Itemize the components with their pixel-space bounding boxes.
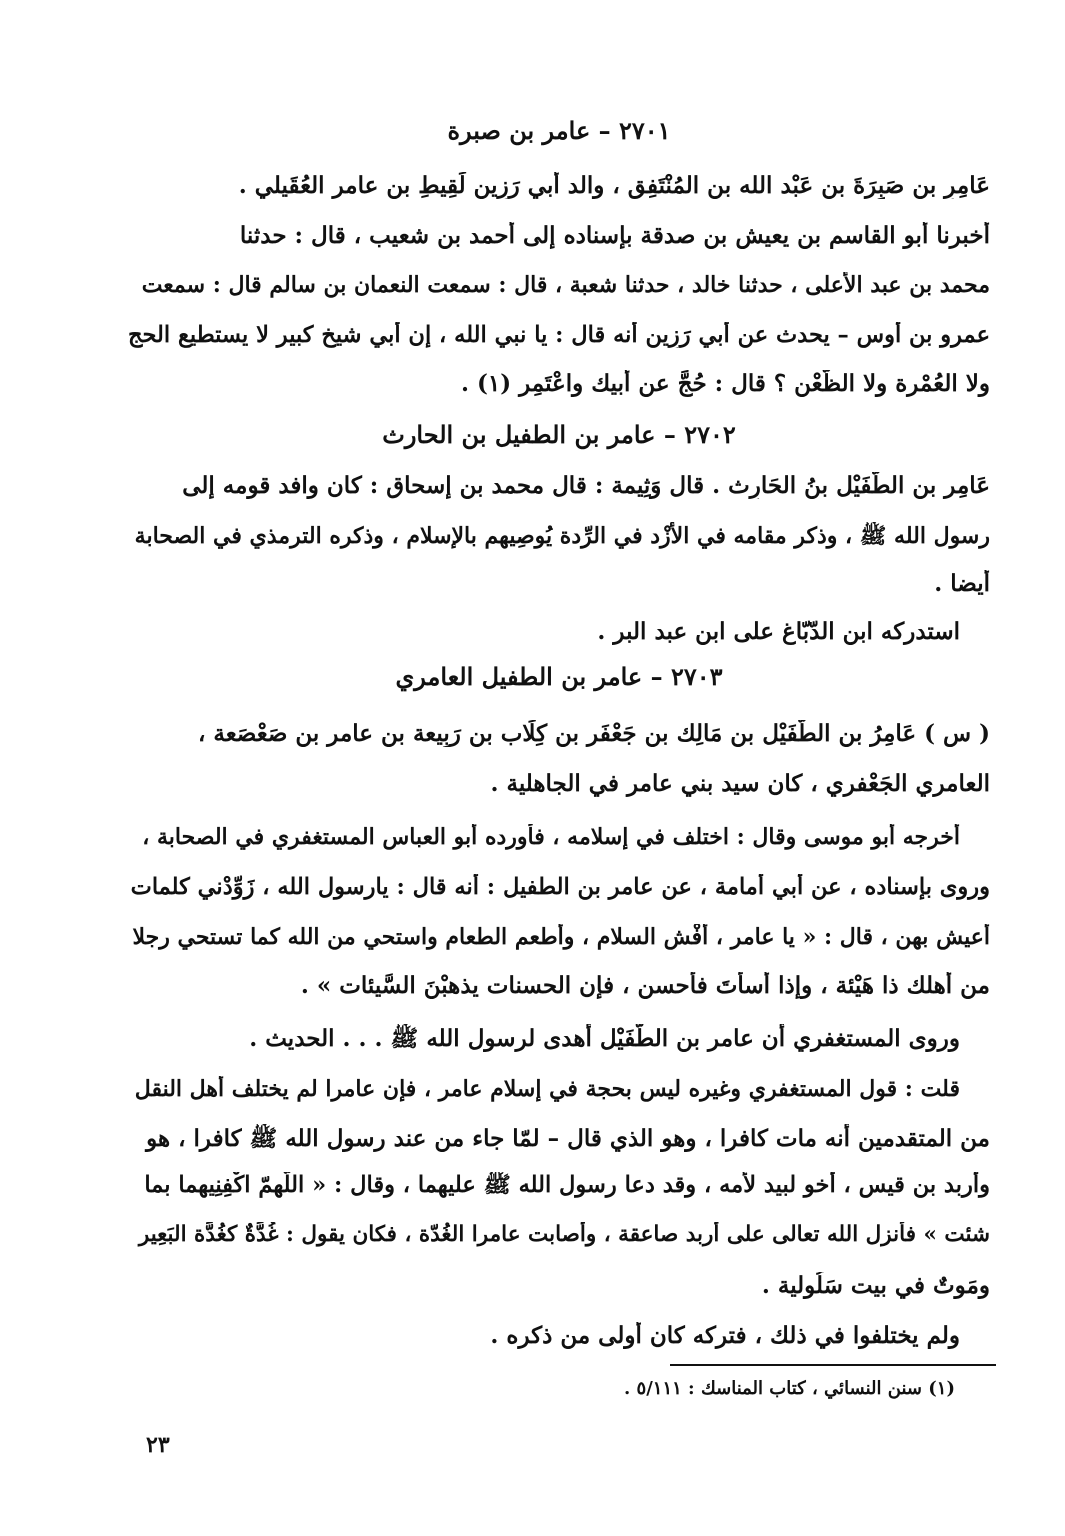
entry-2701-line-1: عَامِرِ بن صَبِرَةَ بن عَبْد الله بن المُنْتَفِق ، والد أبي رَزِين لَقِيطِ بن عامر العُقَيلي . <box>238 172 990 199</box>
entry-2702-line-2: رسول الله ﷺ ، وذكر مقامه في الأَزْد في الرِّدة يُوصِيهم بالإسلام ، وذكره الترمذي في الصحابة <box>134 523 990 549</box>
entry-2703-line-9: من المتقدمين أنه مات كافرا ، وهو الذي قال – لمّا جاء من عند رسول الله ﷺ كافرا ، هو <box>146 1125 990 1152</box>
entry-2703-line-2: العامري الجَعْفري ، كان سيد بني عامر في الجاهلية . <box>490 770 990 797</box>
entry-2701-line-4: عمرو بن أوس – يحدث عن أبي رَزِين أنه قال : يا نبي الله ، إن أبي شيخ كبير لا يستطيع الحج <box>128 322 990 348</box>
entry-2703-line-13: ولم يختلفوا في ذلك ، فتركه كان أولى من ذكره . <box>490 1322 960 1349</box>
entry-2703-line-11: شئت » فأنزل الله تعالى على أربد صاعقة ، وأصابت عامرا الغُدّة ، فكان يقول : غُدَّةٌ كغُدَّة البَعِير <box>138 1222 990 1247</box>
entry-2703-line-1: ( س ) عَامِرُ بن الطُّفَيْل بن مَالِك بن جَعْفَر بن كِلَاب بن رَبِيعة بن عامر بن صَعْصَعة ، <box>197 720 990 747</box>
entry-2702-line-3: أيضا . <box>934 570 990 597</box>
entry-2703-line-3: أخرجه أبو موسى وقال : اختلف في إسلامه ، فأورده أبو العباس المستغفري في الصحابة ، <box>142 824 960 850</box>
entry-heading-2701: ٢٧٠١ – عامر بن صبرة <box>447 116 671 145</box>
entry-2702-line-1: عَامِر بن الطُّفَيْل بنُ الحَارِث . قال وَثِيمة : قال محمد بن إسحاق : كان وافد قومه إلى <box>182 472 990 499</box>
entry-2703-line-10: وأربد بن قيس ، أخو لبيد لأمه ، وقد دعا رسول الله ﷺ عليهما ، وقال : « اللّهمّ اكْفِنِيهما بما <box>144 1172 990 1198</box>
entry-heading-2702: ٢٧٠٢ – عامر بن الطفيل بن الحارث <box>382 420 736 449</box>
entry-2703-line-6: من أهلك ذا هَيْئة ، وإذا أسأْتَ فأحسن ، فإن الحسنات يذهبْنَ السَّيئات » . <box>300 972 990 999</box>
footnote: (١) سنن النسائي ، كتاب المناسك : ٥/١١١ . <box>623 1378 955 1399</box>
entry-2703-line-8: قلت : قول المستغفري وغيره ليس بحجة في إسلام عامر ، فإن عامرا لم يختلف أهل النقل <box>134 1076 960 1102</box>
entry-2701-line-2: أخبرنا أبو القاسم بن يعيش بن صدقة بإسناده إلى أحمد بن شعيب ، قال : حدثنا <box>239 222 990 249</box>
entry-2702-line-4: استدركه ابن الدّبّاغ على ابن عبد البر . <box>597 618 960 645</box>
entry-2703-line-5: أعيش بهن ، قال : « يا عامر ، أفْشِ السلام ، وأطعم الطعام واستحي من الله كما تستحي رجلا <box>132 924 990 950</box>
entry-2703-line-7: وروى المستغفري أن عامر بن الطُّفَيْل أهدى لرسول الله ﷺ . . . الحديث . <box>249 1025 960 1052</box>
page-number: ٢٣ <box>146 1432 170 1458</box>
entry-2703-line-12: ومَوتٌ في بيت سَلُولية . <box>761 1272 990 1299</box>
entry-2703-line-4: وروى بإسناده ، عن أبي أُمامة ، عن عامر بن الطفيل : أنه قال : يارسول الله ، زَوِّدْني كلمات <box>130 874 990 900</box>
entry-heading-2703: ٢٧٠٣ – عامر بن الطفيل العامري <box>395 662 723 691</box>
footnote-divider <box>670 1364 996 1366</box>
entry-2701-line-5: ولا العُمْرة ولا الظَّعْن ؟ قال : حُجَّ عن أبيك واعْتَمِر (١) . <box>460 370 990 397</box>
entry-2701-line-3: محمد بن عبد الأعلى ، حدثنا خالد ، حدثنا شعبة ، قال : سمعت النعمان بن سالم قال : سمعت <box>141 272 990 298</box>
